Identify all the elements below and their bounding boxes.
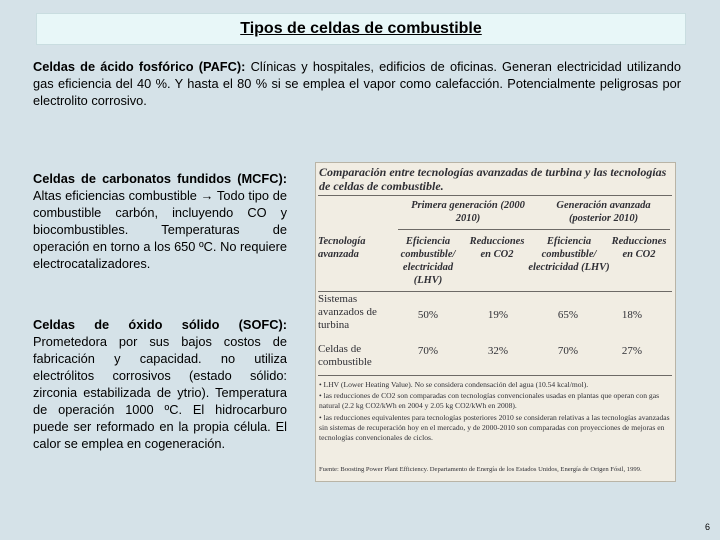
paragraph-sofc-text: Prometedora por sus bajos costos de fabricación y capacidad. no utiliza electrólitos corrosivos (estado sólido: zirconia estabilizada de ytrio). Temperatura de operación 1000 ºC. El hidrocarburo puede ser reformado en la propia célula. El calor se emplea en cogeneración.: [33, 334, 287, 451]
row-label-fuel-cells: Celdas de combustible: [318, 343, 372, 368]
paragraph-sofc: [33, 316, 287, 452]
table-rule: [318, 291, 672, 292]
cell-fuelcell-eff2: 70%: [557, 345, 579, 357]
header-advanced-generation: Generación avanzada (posterior 2010): [556, 200, 651, 224]
cell-fuelcell-red1: 32%: [487, 345, 509, 357]
header-efficiency-1: Eficiencia combustible/ electricidad (LHV): [400, 236, 456, 286]
cell-turbine-red1: 19%: [487, 309, 509, 321]
table-note: • las reducciones de CO2 son comparadas con tecnologías convencionales usadas en plantas que operan con gas natural (2.2 kg CO2/kWh en 2004 y 2.05 kg CO2/kWh en 2008).: [319, 391, 660, 410]
table-note: • LHV (Lower Heating Value). No se considera condensación del agua (10.54 kcal/mol).: [319, 380, 589, 389]
cell-turbine-eff2: 65%: [557, 309, 579, 321]
cell-turbine-red2: 18%: [621, 309, 643, 321]
paragraph-pafc-text: Clínicas y hospitales, edificios de oficinas. Generan electricidad utilizando gas eficiencia del 40 %. Y hasta el 80 % si se emplea el vapor como calefacción. Potencialmente peligrosas por electrolito corrosivo.: [33, 59, 681, 108]
paragraph-mcfc-text: Altas eficiencias combustible → Todo tipo de combustible carbón, incluyendo CO y biocombustibles. Temperaturas de operación en torno a los 650 ºC. No requiere electrocatalizadores.: [33, 188, 287, 271]
header-co2-reduction-1: Reducciones en CO2: [469, 236, 525, 260]
slide-title: Tipos de celdas de combustible: [240, 20, 482, 37]
table-rule: [398, 229, 670, 230]
paragraph-mcfc-heading: Celdas de carbonatos fundidos (MCFC):: [33, 171, 287, 186]
cell-fuelcell-red2: 27%: [621, 345, 643, 357]
table-source: Fuente: Boosting Power Plant Efficiency. Departamento de Energía de los Estados Unidos, Energía de Origen Fósil, 1999.: [319, 466, 642, 473]
header-technology: Tecnología avanzada: [318, 236, 366, 260]
paragraph-mcfc: [33, 170, 287, 272]
table-title: Comparación entre tecnologías avanzadas de turbina y las tecnologías de celdas de combustible.: [319, 165, 667, 193]
header-efficiency-2: Eficiencia combustible/ electricidad (LHV): [528, 236, 610, 273]
header-first-generation: Primera generación (2000 2010): [411, 200, 525, 224]
header-co2-reduction-2: Reducciones en CO2: [611, 236, 667, 260]
row-label-turbine: Sistemas avanzados de turbina: [318, 293, 377, 331]
page-number: 6: [705, 522, 711, 532]
table-note: • las reducciones equivalentes para tecnologías posteriores 2010 se consideran relativas a las tecnologías avanzadas sin sistemas de recuperación hoy en el mercado, y de 2000-2010 son comparadas con proyecciones de mejoras en tecnologías convencionales de ciclos.: [319, 413, 670, 442]
table-rule: [318, 195, 672, 196]
paragraph-pafc: [33, 58, 681, 109]
cell-turbine-eff1: 50%: [417, 309, 439, 321]
paragraph-pafc-heading: Celdas de ácido fosfórico (PAFC):: [33, 59, 246, 74]
comparison-table-image: [315, 162, 676, 482]
cell-fuelcell-eff1: 70%: [417, 345, 439, 357]
table-rule: [318, 375, 672, 376]
paragraph-sofc-heading: Celdas de óxido sólido (SOFC):: [33, 317, 287, 332]
slide-title-box: [36, 13, 686, 45]
